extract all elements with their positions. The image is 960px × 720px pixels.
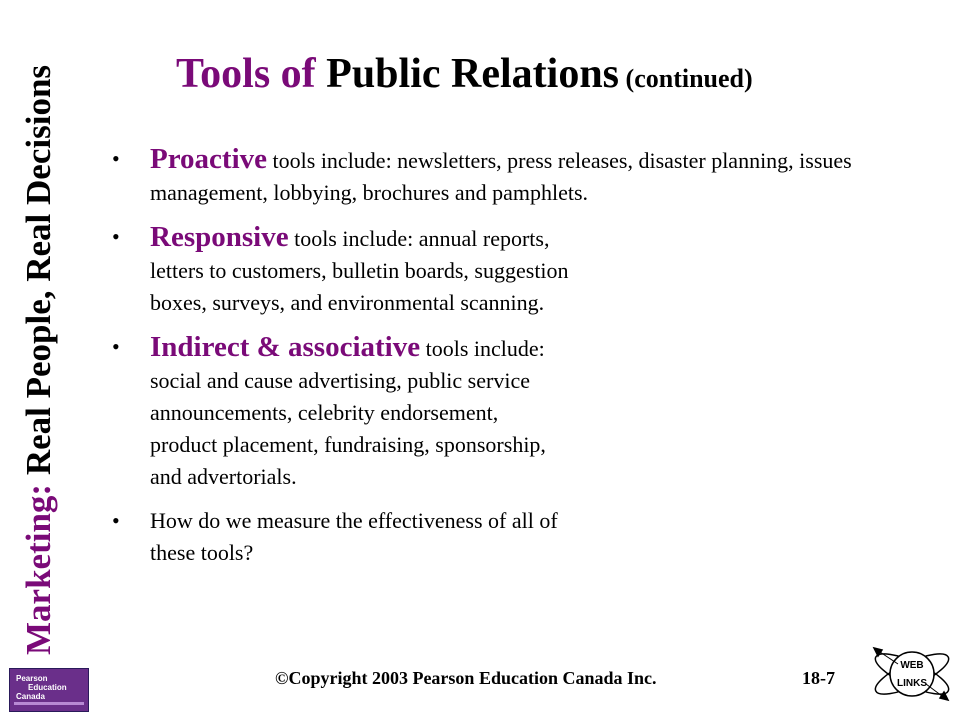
logo-line-3: Canada bbox=[16, 692, 45, 701]
bullet-list bbox=[112, 143, 950, 569]
bullet-desc: tools include: social and cause advertising, public service announcements, celebrity endorsement, product placement, fundraising, sponsorship, and advertorials. bbox=[150, 336, 546, 489]
weblinks-icon[interactable] bbox=[862, 630, 958, 718]
bullet-term: Responsive bbox=[150, 221, 289, 253]
bullet-term: Indirect & associative bbox=[150, 331, 421, 363]
sidebar-title bbox=[14, 65, 64, 655]
weblinks-word-1: WEB bbox=[900, 660, 924, 671]
pearson-logo-text bbox=[16, 674, 67, 701]
weblinks-word-2: LINKS bbox=[897, 678, 927, 689]
bullet-dot: • bbox=[112, 224, 120, 249]
bullet-item-indirect bbox=[112, 331, 570, 493]
logo-bar bbox=[14, 702, 84, 705]
page-title bbox=[176, 44, 753, 109]
title-part-3: (continued) bbox=[619, 64, 753, 93]
sidebar bbox=[14, 0, 84, 660]
bullet-item-proactive bbox=[112, 143, 950, 209]
footer-page-number: 18-7 bbox=[802, 668, 835, 688]
pearson-logo bbox=[9, 668, 89, 712]
sidebar-prefix: Marketing: bbox=[19, 483, 58, 655]
bullet-dot: • bbox=[112, 146, 120, 171]
bullet-desc: tools include: annual reports, letters to customers, bulletin boards, suggestion boxes, surveys, and environmental scanning. bbox=[150, 226, 569, 315]
title-part-2: Public Relations bbox=[315, 51, 620, 97]
bullet-desc: How do we measure the effectiveness of all of these tools? bbox=[150, 508, 558, 565]
bullet-dot: • bbox=[112, 334, 120, 359]
bullet-item-responsive bbox=[112, 221, 570, 319]
logo-line-1: Pearson bbox=[16, 674, 48, 683]
bullet-dot: • bbox=[112, 508, 120, 533]
logo-line-2: Education bbox=[28, 683, 67, 692]
sidebar-rest: Real People, Real Decisions bbox=[19, 64, 58, 484]
bullet-term: Proactive bbox=[150, 143, 268, 175]
footer-copyright: ©Copyright 2003 Pearson Education Canada Inc. bbox=[275, 668, 657, 688]
title-part-1: Tools of bbox=[176, 51, 316, 97]
bullet-item-question bbox=[112, 505, 570, 569]
bullet-desc: tools include: newsletters, press releases, disaster planning, issues management, lobbying, brochures and pamphlets. bbox=[150, 148, 852, 205]
